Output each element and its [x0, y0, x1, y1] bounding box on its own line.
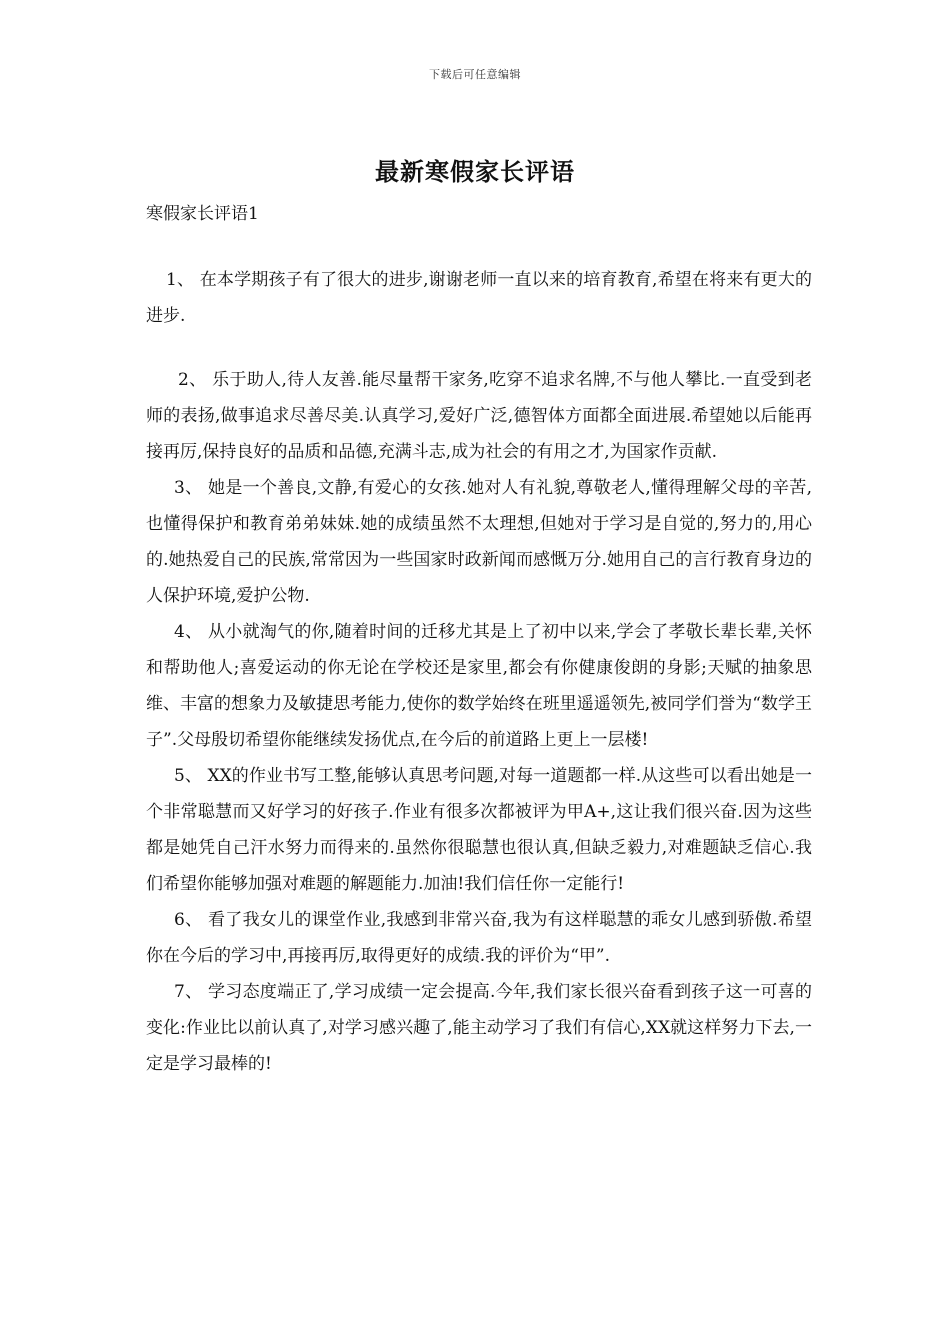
- comment-paragraph-5: 5、 XX的作业书写工整,能够认真思考问题,对每一道题都一样.从这些可以看出她是一个非常聪慧而又好学习的好孩子.作业有很多次都被评为甲A+,这让我们很兴奋.因为这些都是她凭自己汗水努力而得来的.虽然你很聪慧也很认真,但缺乏毅力,对难题缺乏信心.我们希望你能够加强对难题的解题能力.加油!我们信任你一定能行!: [146, 766, 812, 894]
- comment-paragraph-6: 6、 看了我女儿的课堂作业,我感到非常兴奋,我为有这样聪慧的乖女儿感到骄傲.希望你在今后的学习中,再接再厉,取得更好的成绩.我的评价为“甲”.: [146, 910, 812, 966]
- comment-paragraph-2: 2、 乐于助人,待人友善.能尽量帮干家务,吃穿不追求名牌,不与他人攀比.一直受到老师的表扬,做事追求尽善尽美.认真学习,爱好广泛,德智体方面都全面进展.希望她以后能再接再厉,保持良好的品质和品德,充满斗志,成为社会的有用之才,为国家作贡献.: [146, 370, 812, 462]
- document-subtitle: 寒假家长评语1: [146, 204, 259, 224]
- page-header-note: 下载后可任意编辑: [429, 68, 521, 81]
- comment-paragraph-4: 4、 从小就淘气的你,随着时间的迁移尤其是上了初中以来,学会了孝敬长辈长辈,关怀和帮助他人;喜爱运动的你无论在学校还是家里,都会有你健康俊朗的身影;天赋的抽象思维、丰富的想象力及敏捷思考能力,使你的数学始终在班里遥遥领先,被同学们誉为“数学王子”.父母殷切希望你能继续发扬优点,在今后的前道路上更上一层楼!: [146, 622, 812, 750]
- document-body: [146, 262, 812, 1082]
- comment-paragraph-1: 1、 在本学期孩子有了很大的进步,谢谢老师一直以来的培育教育,希望在将来有更大的进步.: [146, 270, 812, 326]
- comment-paragraph-3: 3、 她是一个善良,文静,有爱心的女孩.她对人有礼貌,尊敬老人,懂得理解父母的辛苦,也懂得保护和教育弟弟妹妹.她的成绩虽然不太理想,但她对于学习是自觉的,努力的,用心的.她热爱自己的民族,常常因为一些国家时政新闻而感慨万分.她用自己的言行教育身边的人保护环境,爱护公物.: [146, 478, 812, 606]
- comment-paragraph-7: 7、 学习态度端正了,学习成绩一定会提高.今年,我们家长很兴奋看到孩子这一可喜的变化:作业比以前认真了,对学习感兴趣了,能主动学习了我们有信心,XX就这样努力下去,一定是学习最棒的!: [146, 982, 812, 1074]
- document-title: 最新寒假家长评语: [375, 157, 575, 186]
